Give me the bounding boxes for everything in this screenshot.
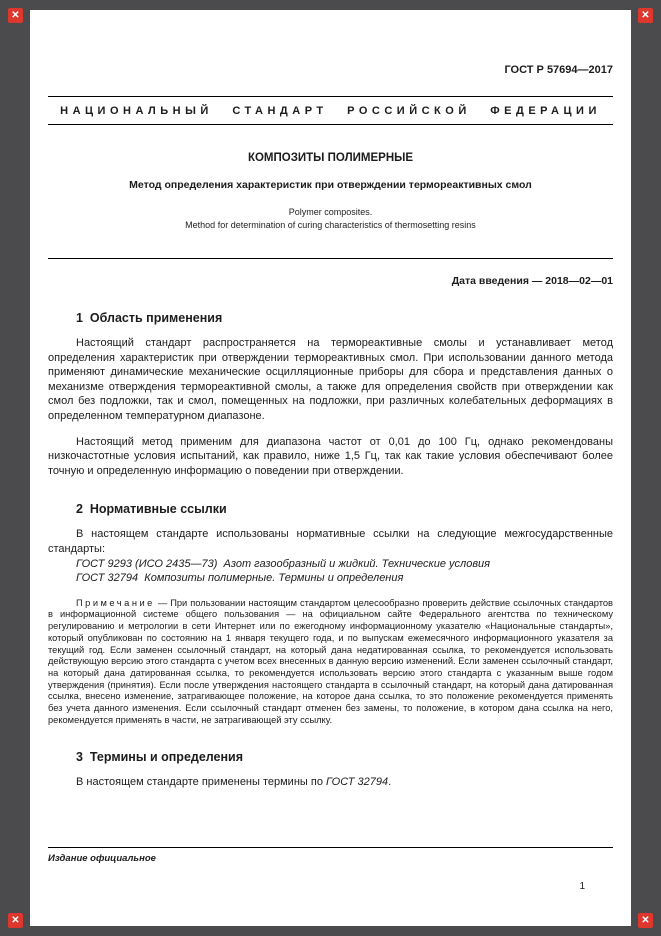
page-footer: [48, 847, 613, 926]
national-standard-banner: НАЦИОНАЛЬНЫЙ СТАНДАРТ РОССИЙСКОЙ ФЕДЕРАЦИИ: [48, 96, 613, 125]
normative-reference-1: ГОСТ 9293 (ИСО 2435—73) Азот газообразный и жидкий. Технические условия: [76, 557, 491, 570]
section-3-text: В настоящем стандарте применены термины по: [76, 776, 323, 789]
section-3-period: .: [388, 776, 392, 789]
red-cross-marker-icon: ✕: [8, 8, 23, 23]
title-main: КОМПОЗИТЫ ПОЛИМЕРНЫЕ: [247, 152, 414, 164]
header-divider: [48, 258, 613, 259]
red-cross-marker-icon: ✕: [638, 913, 653, 928]
section-3-heading: 3 Термины и определения: [76, 750, 244, 765]
section-1-paragraph-2: Настоящий метод применим для диапазона частот от 0,01 до 100 Гц, однако рекомендованы низкочастотные условия испытаний, как правило, ниже 1,5 Гц, так как такие условия обеспечивают более точную и определенную информацию о поведении при отверждении.: [48, 435, 613, 477]
section-1-heading: 1 Область применения: [76, 311, 223, 325]
section-3-reference: ГОСТ 32794: [326, 776, 389, 789]
title-subtitle: Метод определения характеристик при отверждении термореактивных смол: [129, 179, 532, 191]
effective-date: Дата введения — 2018—02—01: [451, 275, 613, 287]
document-page: [30, 10, 631, 926]
normative-reference-2: ГОСТ 32794 Композиты полимерные. Термины и определения: [76, 572, 404, 585]
note-label: Примечание: [76, 597, 155, 608]
section-2-note: [48, 598, 613, 727]
note-text: — При пользовании настоящим стандартом целесообразно проверить действие ссылочных стандартов в информационной системе общего пользования — на официальном сайте Федерального агентства по техническому регулированию и метрологии в сети Интернет или по ежегодному информационному указателю «Национальные стандарты», который опубликован по состоянию на 1 января текущего года, и по выпускам ежемесячного информационного указателя за текущий год. Если заменен ссылочный стандарт, на который дана недатированная ссылка, то рекомендуется использовать действующую версию этого стандарта с учетом всех внесенных в данную версию изменений. Если заменен ссылочный стандарт, на который дана датированная ссылка, то рекомендуется использовать версию этого стандарта с указанным выше годом утверждения (принятия). Если после утверждения настоящего стандарта в ссылочный стандарт, на который дана датированная ссылка, внесено изменение, затрагивающее положение, на которое дана ссылка, то это положение рекомендуется применять без учета данного изменения. Если ссылочный стандарт отменен без замены, то положение, в котором дана ссылка на него, рекомендуется применять в части, не затрагивающей эту ссылку.: [48, 597, 613, 725]
title-english-line2: Method for determination of curing characteristics of thermosetting resins: [185, 220, 476, 230]
red-cross-marker-icon: ✕: [638, 8, 653, 23]
footer-divider: [48, 847, 613, 848]
title-english: [48, 206, 613, 232]
section-2-intro: В настоящем стандарте использованы нормативные ссылки на следующие межгосударственные стандарты:: [48, 528, 613, 555]
page-number: 1: [579, 881, 585, 892]
section-1-paragraph-1: Настоящий стандарт распространяется на термореактивные смолы и устанавливает метод определения характеристик при отверждении термореактивных смол. При использовании данного метода применяют динамические механические осцилляционные приборы для сбора и представления данных о механизме отверждения термореактивной смолы, а также для определения свойств при отверждении как смол без подложки, так и смол, помещенных на подложки, при различных колебательных деформациях в определенном температурном диапазоне.: [48, 337, 613, 422]
official-edition-label: Издание официальное: [48, 853, 156, 864]
red-cross-marker-icon: ✕: [8, 913, 23, 928]
doc-number: ГОСТ Р 57694—2017: [504, 64, 613, 76]
section-2-heading: 2 Нормативные ссылки: [76, 502, 227, 517]
section-3-paragraph: [48, 775, 613, 790]
title-english-line1: Polymer composites.: [288, 207, 373, 217]
